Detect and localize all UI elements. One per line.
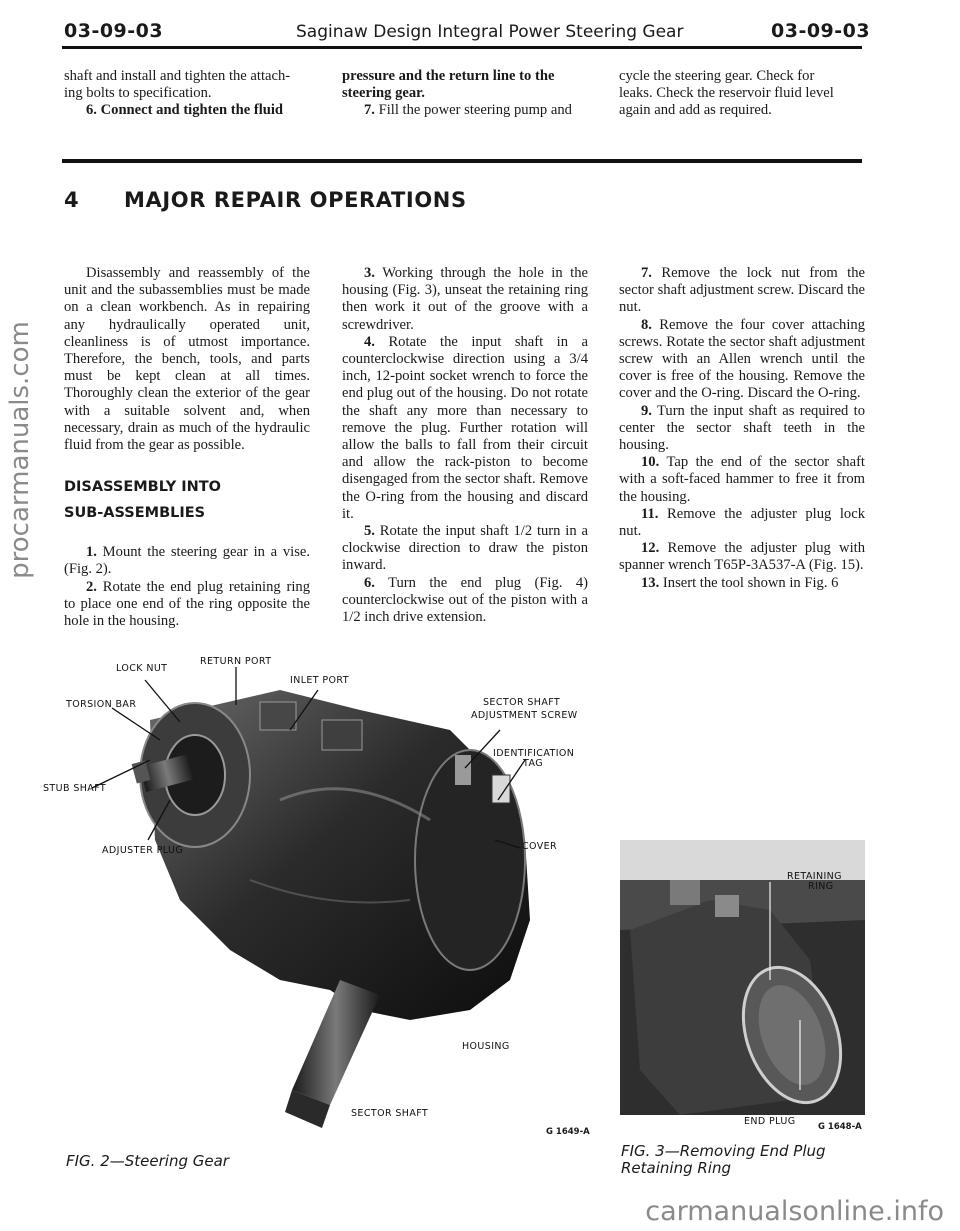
fig3-caption-line-1: FIG. 3—Removing End Plug [621, 1142, 826, 1160]
fig2-label-torsion-bar: TORSION BAR [66, 699, 137, 710]
fig3-label-retaining-1: RETAINING [787, 871, 842, 882]
text-line: pressure and the return line to the [342, 68, 555, 84]
text-line: cycle the steering gear. Check for [619, 68, 815, 84]
fig2-label-sector-adj-2: ADJUSTMENT SCREW [471, 710, 578, 721]
step-3: 3. Working through the hole in the housing (Fig. 3), unseat the retaining ring then work it out of the groove with a screwdriver. [342, 265, 588, 333]
step-6: 6. Connect and tighten the fluid [86, 102, 284, 119]
top-column-1 [64, 68, 308, 120]
fig2-label-housing: HOUSING [462, 1041, 510, 1052]
fig2-code: G 1649-A [546, 1127, 590, 1137]
section-title: MAJOR REPAIR OPERATIONS [124, 188, 467, 212]
step-13: 13. Insert the tool shown in Fig. 6 [641, 574, 839, 591]
step-7: 7. Remove the lock nut from the sector shaft adjustment screw. Discard the nut. [619, 265, 865, 316]
fig3-code: G 1648-A [818, 1122, 862, 1132]
body-column-1 [64, 265, 310, 630]
top-column-3 [619, 68, 863, 120]
text-line: shaft and install and tighten the attach- [64, 68, 291, 84]
fig2-label-adjuster-plug: ADJUSTER PLUG [102, 845, 184, 856]
step-2: 2. Rotate the end plug retaining ring to place one end of the ring opposite the hole in the housing. [64, 578, 310, 630]
step-9: 9. Turn the input shaft as required to center the sector shaft teeth in the housing. [619, 402, 865, 454]
fig2-caption: FIG. 2—Steering Gear [66, 1152, 229, 1170]
text-line: leaks. Check the reservoir fluid level [619, 85, 834, 102]
header-rule [62, 46, 862, 49]
step-4: 4. Rotate the input shaft in a counterclockwise direction using a 3/4 inch, 12-point socket wrench to force the end plug out of the housing. Do not rotate the shaft any more than necessary to remove the plug. Further rotation will allow the balls to fall from their circuit and allow the rack-piston to become disengaged from the sector shaft. Remove the O-ring from the housing and discard it. [342, 333, 588, 522]
fig2-label-ident-1: IDENTIFICATION [493, 748, 575, 759]
body-column-3 [619, 265, 865, 592]
fig3-label-end-plug: END PLUG [744, 1116, 796, 1127]
step-8: 8. Remove the four cover attaching screws. Rotate the sector shaft adjustment screw with an Allen wrench until the cover is free of the housing. Remove the cover and the O-ring. Discard the O-ring. [619, 316, 865, 402]
header-page-code-right: 03-09-03 [771, 20, 871, 42]
step-7: 7. Fill the power steering pump and [364, 102, 572, 119]
fig2-label-return-port: RETURN PORT [200, 656, 272, 667]
intro-paragraph: Disassembly and reassembly of the unit and the subassemblies must be made on a clean workbench. As in repairing any hydraulically operated unit, cleanliness is of utmost importance. Therefore, the bench, tools, and parts must be kept clean at all times. Thoroughly clean the exterior of the gear with a suitable solvent and, when necessary, drain as much of the hydraulic fluid from the gear as possible. [64, 265, 310, 454]
fig2-label-stub-shaft: STUB SHAFT [43, 783, 107, 794]
step-12: 12. Remove the adjuster plug with spanner wrench T65P-3A537-A (Fig. 15). [619, 540, 865, 574]
subhead-line-2: SUB-ASSEMBLIES [64, 505, 206, 522]
header-title: Saginaw Design Integral Power Steering Gear [296, 22, 684, 42]
fig3-caption-line-2: Retaining Ring [621, 1159, 731, 1177]
text-line: again and add as required. [619, 102, 772, 119]
text-line: steering gear. [342, 85, 425, 102]
step-10: 10. Tap the end of the sector shaft with a soft-faced hammer to free it from the housing. [619, 454, 865, 505]
step-6: 6. Turn the end plug (Fig. 4) counterclockwise out of the piston with a 1/2 inch drive extension. [342, 574, 588, 626]
step-1: 1. Mount the steering gear in a vise. (Fig. 2). [64, 544, 310, 578]
top-column-2 [342, 68, 586, 120]
fig2-label-ident-2: TAG [523, 758, 543, 769]
fig3-label-retaining-2: RING [808, 881, 834, 892]
fig2-steering-gear-photo [30, 650, 610, 1140]
fig2-label-inlet-port: INLET PORT [290, 675, 349, 686]
fig2-label-sector-adj-1: SECTOR SHAFT [483, 697, 561, 708]
section-number: 4 [64, 188, 79, 212]
fig2-label-cover: COVER [522, 841, 558, 852]
body-column-2 [342, 265, 588, 626]
section-rule [62, 159, 862, 163]
watermark-left: procarmanuals.com [5, 321, 35, 579]
fig2-label-lock-nut: LOCK NUT [116, 663, 168, 674]
step-11: 11. Remove the adjuster plug lock nut. [619, 505, 866, 540]
fig2-label-sector-shaft: SECTOR SHAFT [351, 1108, 429, 1119]
text-line: ing bolts to specification. [64, 85, 212, 102]
watermark-bottom: carmanualsonline.info [645, 1196, 944, 1227]
step-5: 5. Rotate the input shaft 1/2 turn in a clockwise direction to draw the piston inward. [342, 523, 588, 574]
subhead-line-1: DISASSEMBLY INTO [64, 479, 221, 496]
header-page-code-left: 03-09-03 [64, 20, 164, 42]
